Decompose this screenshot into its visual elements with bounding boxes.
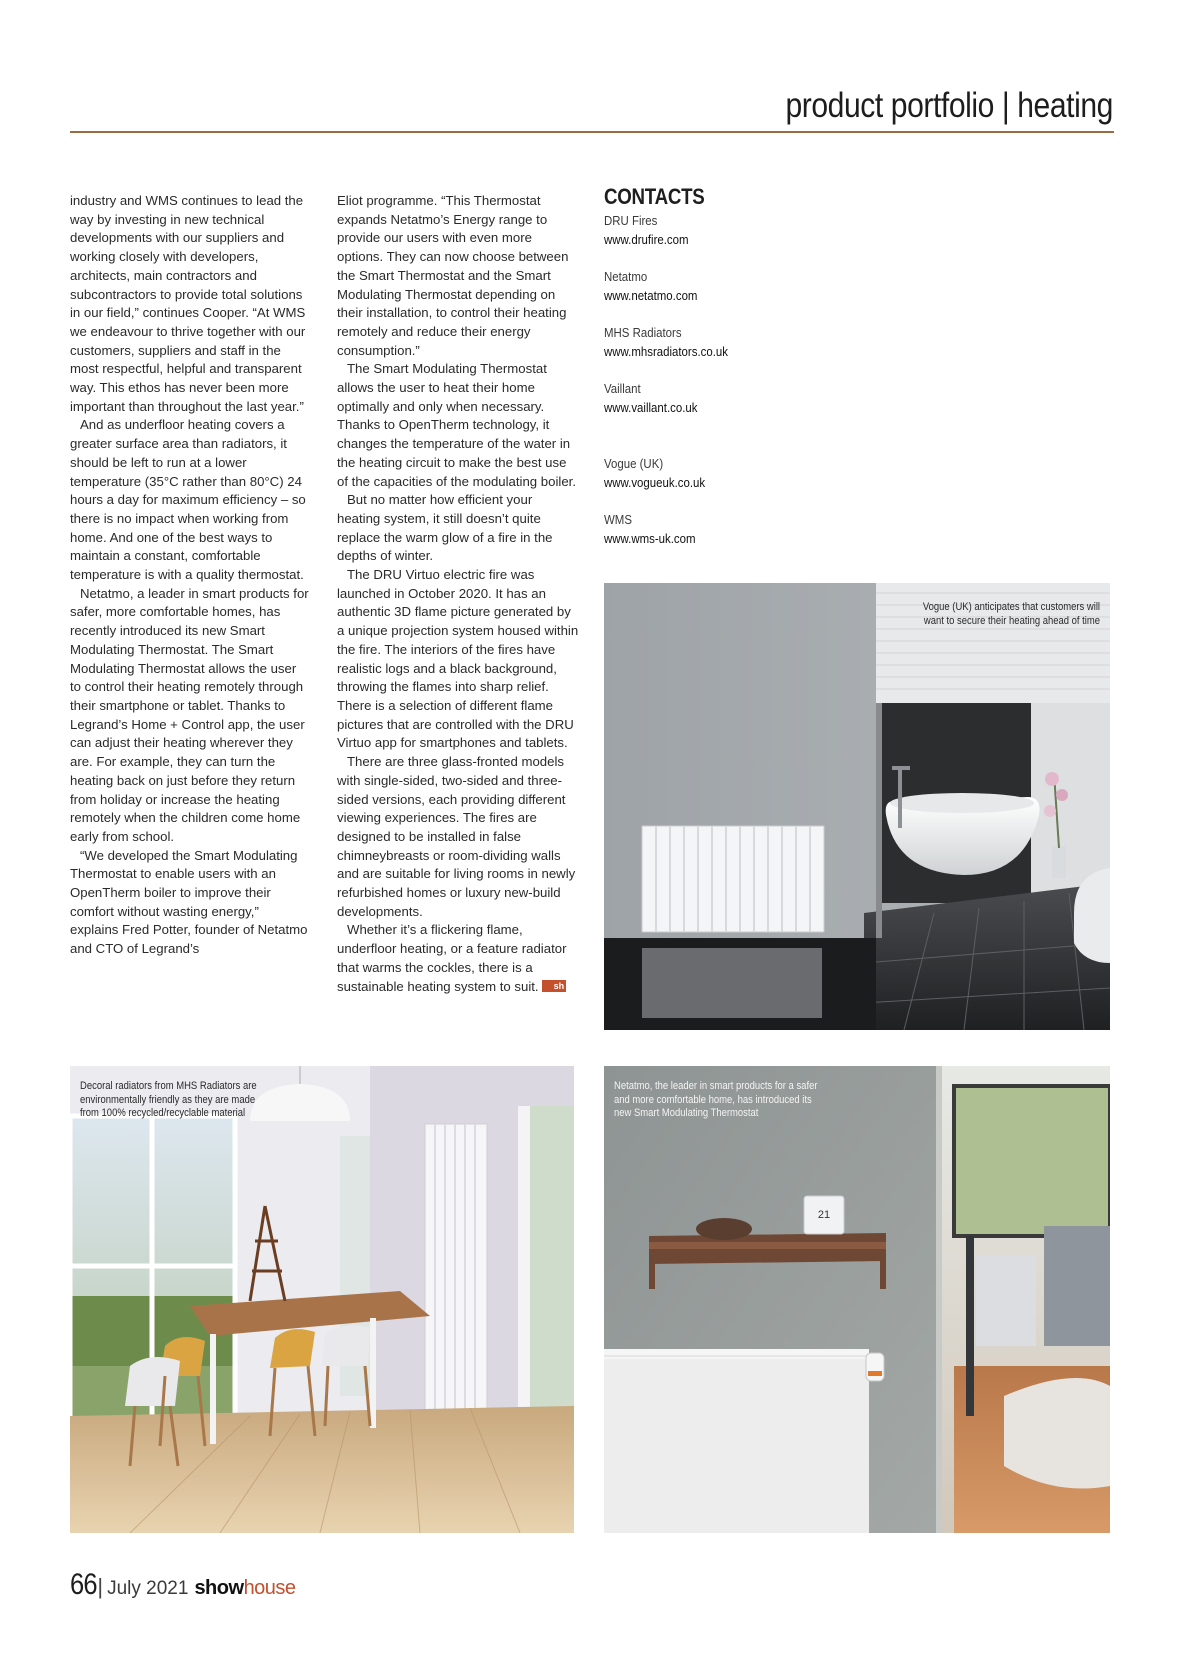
footer-separator: | (97, 1574, 104, 1599)
photo-caption: Netatmo, the leader in smart products for a safer and more comfortable home, has introduced its new Smart Modulating Thermostat (614, 1080, 818, 1119)
paragraph: There are three glass-fronted models with single-sided, two-sided and three-sided versions, each providing different viewing experiences. The fires are designed to be installed in false chimneybreasts or room-dividing walls and are suitable for living rooms in newly refurbished homes or luxury new-build developments. (337, 754, 576, 919)
paragraph-final (337, 921, 579, 996)
paragraph: And as underfloor heating covers a greater surface area than radiators, it should be left to run at a lower temperature (35°C rather than 80°C) 24 hours a day for maximum efficiency – so there is no impact when working from home. And one of the best ways to maintain a constant, comfortable temperature is with a quality thermostat. (70, 417, 306, 583)
contact-name: MHS Radiators (604, 325, 682, 340)
article-column-2 (337, 192, 579, 996)
contact-link[interactable]: www.vogueuk.co.uk (604, 474, 706, 490)
paragraph: The DRU Virtuo electric fire was launched in October 2020. It has an authentic 3D flame picture generated by a unique projection system housed within the fire. The interiors of the fires have realistic logs and a black background, throwing the flames into sharp relief. There is a selection of different flame pictures that are controlled with the DRU Virtuo app for smartphones and tablets. (337, 567, 579, 751)
contact-link[interactable]: www.drufire.com (604, 231, 689, 247)
brand-logo-house: house (243, 1577, 296, 1599)
netatmo-thermostat-photo (604, 1066, 1110, 1533)
contact-name: Netatmo (604, 269, 648, 284)
contact-item (604, 212, 689, 249)
contact-name: DRU Fires (604, 213, 658, 228)
paragraph: industry and WMS continues to lead the way by investing in new technical developments with our suppliers and working closely with developers, architects, main contractors and subcontractors to provide total solutions in our field,” continues Cooper. “At WMS we endeavour to thrive together with our customers, suppliers and staff in the most respectful, helpful and transparent way. This ethos has never been more important than throughout the last year.” (70, 193, 306, 414)
contact-name: Vogue (UK) (604, 456, 664, 471)
contacts-box (604, 184, 904, 546)
end-mark-badge: sh (542, 980, 567, 992)
mhs-dining-room-photo (70, 1066, 574, 1533)
vertical-radiator-shape (425, 1124, 487, 1424)
paragraph: “We developed the Smart Modulating Thermostat to enable users with an OpenTherm boiler to improve their comfort without wasting energy,” explains Fred Potter, founder of Netatmo and CTO of Legrand’s (70, 847, 308, 957)
paragraph: Eliot programme. “This Thermostat expands Netatmo’s Energy range to provide our users with even more options. They can now choose between the Smart Thermostat and the Smart Modulating Thermostat depending on their installation, to control their heating remotely and reduce their energy consumption.” (337, 193, 569, 358)
section-title: product portfolio | heating (785, 86, 1113, 125)
contact-item (604, 268, 697, 305)
contact-link[interactable]: www.netatmo.com (604, 287, 698, 303)
photo-caption: Decoral radiators from MHS Radiators are environmentally friendly as they are made from 100% recycled/recyclable material (80, 1080, 257, 1119)
issue-date: July 2021 (107, 1578, 189, 1599)
header-rule (70, 131, 1114, 133)
contact-item (604, 380, 697, 417)
contacts-heading: CONTACTS (604, 184, 705, 209)
contact-item (604, 511, 696, 548)
vogue-bathroom-photo (604, 583, 1110, 1030)
radiator-shape (642, 826, 824, 932)
page-number: 66 (70, 1568, 97, 1601)
paragraph-text: Whether it’s a flickering flame, underfloor heating, or a feature radiator that warms the cockles, there is a sustainable heating system to suit. (337, 922, 567, 994)
contact-name: WMS (604, 512, 632, 527)
contact-item (604, 455, 705, 492)
paragraph: Netatmo, a leader in smart products for safer, more comfortable homes, has recently introduced its new Smart Modulating Thermostat. The Smart Modulating Thermostat allows the user to control their heating remotely through their smartphone or tablet. Thanks to Legrand’s Home + Control app, the user can adjust their heating wherever they are. For example, they can turn the heating back on just before they return from holiday or increase the heating remotely when the children come home early from school. (70, 585, 309, 844)
page-footer (70, 1568, 296, 1602)
photo-caption: Vogue (UK) anticipates that customers will want to secure their heating ahead of time (922, 601, 1100, 627)
contact-name: Vaillant (604, 381, 641, 396)
paragraph: The Smart Modulating Thermostat allows the user to heat their home optimally and only when necessary. Thanks to OpenTherm technology, it changes the temperature of the water in the heating circuit to make the best use of the capacities of the modulating boiler. (337, 361, 576, 489)
article-column-1 (70, 192, 310, 959)
contact-link[interactable]: www.mhsradiators.co.uk (604, 343, 728, 359)
contact-link[interactable]: www.wms-uk.com (604, 530, 696, 546)
contact-item (604, 324, 728, 361)
paragraph: But no matter how efficient your heating system, it still doesn’t quite replace the warm glow of a fire in the depths of winter. (337, 492, 553, 564)
brand-logo-show: show (194, 1577, 244, 1599)
thermostat-display: 21 (817, 1209, 831, 1221)
contact-link[interactable]: www.vaillant.co.uk (604, 399, 698, 415)
